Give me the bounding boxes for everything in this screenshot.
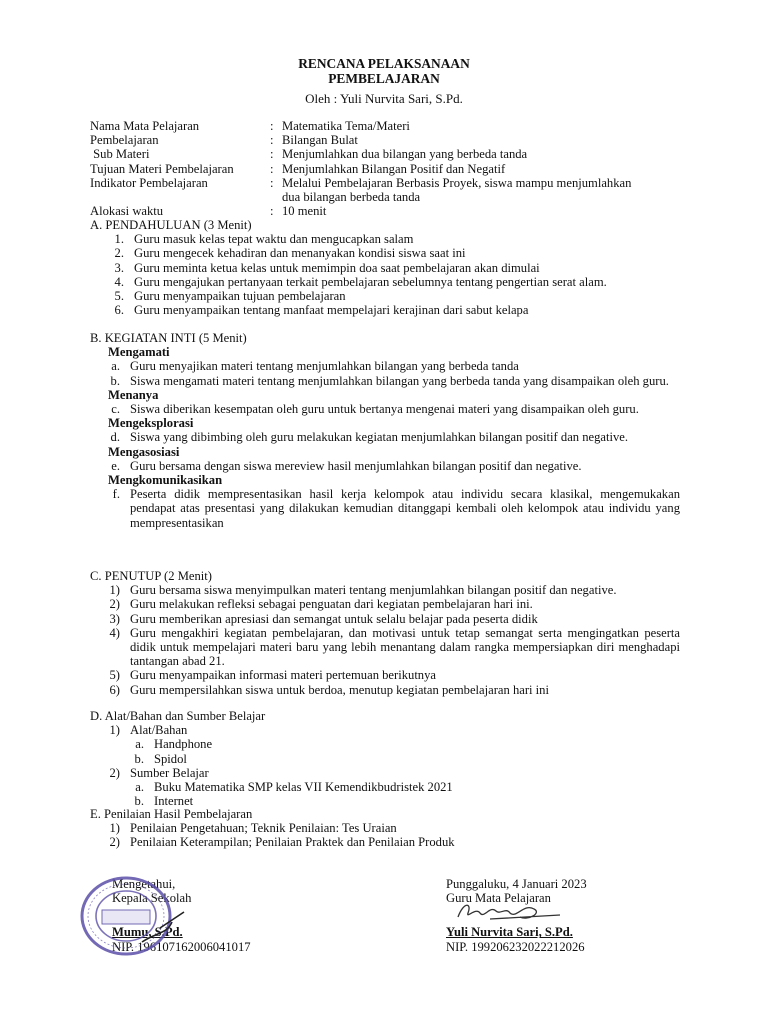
section-heading: B. KEGIATAN INTI (5 Menit)	[90, 331, 247, 345]
item-text: Siswa diberikan kesempatan oleh guru untuk bertanya mengenai materi yang disampaikan oleh guru.	[130, 402, 639, 417]
list-item	[90, 430, 680, 444]
section-e	[90, 807, 680, 850]
item-text: Handphone	[154, 737, 213, 752]
item-letter: b.	[134, 794, 144, 809]
item-text: Guru mengajukan pertanyaan terkait pembelajaran sebelumnya tentang pengertian serat alam.	[134, 274, 607, 289]
section-b	[90, 331, 680, 530]
item-text: Sumber Belajar	[130, 765, 209, 780]
item-letter: a.	[111, 359, 120, 374]
info-row	[90, 133, 650, 147]
item-number: 6)	[109, 682, 120, 697]
author-byline: Oleh : Yuli Nurvita Sari, S.Pd.	[305, 91, 463, 106]
list-item	[100, 303, 680, 317]
list-item	[90, 723, 680, 737]
item-number: 2)	[109, 597, 120, 612]
item-text: Alat/Bahan	[130, 723, 188, 738]
title-line-2: PEMBELAJARAN	[328, 71, 440, 86]
list-item	[90, 683, 680, 697]
item-number: 4)	[109, 625, 120, 640]
section-heading: C. PENUTUP (2 Menit)	[90, 569, 212, 583]
list-item	[100, 289, 680, 303]
item-number: 1.	[114, 232, 124, 247]
item-number: 4.	[114, 274, 124, 289]
info-row	[90, 176, 650, 204]
item-letter: e.	[111, 458, 120, 473]
item-number: 1)	[109, 723, 120, 738]
list-item	[100, 275, 680, 289]
info-colon: :	[270, 161, 274, 176]
item-number: 3)	[109, 611, 120, 626]
subheading-menanya: Menanya	[108, 387, 159, 402]
list-item	[90, 821, 680, 835]
info-value: 10 menit	[282, 204, 327, 219]
info-row	[90, 204, 650, 218]
sign-left-line2: Kepala Sekolah	[112, 891, 192, 906]
item-number: 2)	[109, 765, 120, 780]
list-item	[90, 835, 680, 849]
info-value: Melalui Pembelajaran Berbasis Proyek, siswa mampu menjumlahkan dua bilangan berbeda tanda	[282, 175, 632, 205]
info-key: Alokasi waktu	[90, 204, 164, 219]
info-colon: :	[270, 147, 274, 162]
title-line-1: RENCANA PELAKSANAAN	[298, 56, 470, 71]
info-key: Nama Mata Pelajaran	[90, 119, 200, 133]
list-item	[90, 752, 680, 766]
subheading-mengeksplorasi: Mengeksplorasi	[108, 416, 194, 431]
info-colon: :	[270, 119, 274, 133]
info-colon: :	[270, 175, 274, 190]
document-title	[0, 56, 768, 86]
info-colon: :	[270, 133, 274, 148]
info-row	[90, 147, 650, 161]
item-number: 2)	[109, 835, 120, 850]
sign-right-line2: Guru Mata Pelajaran	[446, 891, 551, 906]
subheading-mengasosiasi: Mengasosiasi	[108, 444, 180, 459]
list-item	[90, 668, 680, 682]
item-text: Guru mengakhiri kegiatan pembelajaran, dan motivasi untuk tetap semangat serta mengingatkan peserta didik untuk mempelajari materi baru yang lebih menantang dalam rangka mempersiapkan diri menghadapi tantangan abad 21.	[130, 625, 680, 669]
item-text: Guru menyajikan materi tentang menjumlahkan bilangan yang berbeda tanda	[130, 359, 519, 374]
list-item	[100, 232, 680, 246]
section-heading: E. Penilaian Hasil Pembelajaran	[90, 807, 253, 821]
section-a-list	[90, 232, 680, 317]
item-text: Guru menyampaikan tentang manfaat mempelajari kerajinan dari sabut kelapa	[134, 303, 529, 318]
section-c	[90, 569, 680, 697]
list-item	[90, 612, 680, 626]
info-table	[90, 119, 650, 218]
item-number: 1)	[109, 821, 120, 836]
info-value: Matematika Tema/Materi	[282, 119, 410, 133]
list-item	[90, 487, 680, 530]
item-text: Guru menyampaikan tujuan pembelajaran	[134, 289, 346, 304]
info-value: Menjumlahkan Bilangan Positif dan Negatif	[282, 161, 506, 176]
item-text: Guru masuk kelas tepat waktu dan mengucapkan salam	[134, 232, 414, 247]
info-row	[90, 119, 650, 133]
sign-left-name: Mumu, S.Pd.	[112, 925, 183, 940]
item-number: 1)	[109, 583, 120, 598]
handwritten-signature	[450, 899, 570, 925]
item-number: 3.	[114, 260, 124, 275]
info-key: Tujuan Materi Pembelajaran	[90, 161, 234, 176]
signature-right	[446, 877, 696, 954]
item-text: Siswa yang dibimbing oleh guru melakukan kegiatan menjumlahkan bilangan positif dan negative.	[130, 430, 629, 445]
info-key: Pembelajaran	[90, 133, 159, 148]
item-text: Guru bersama dengan siswa mereview hasil menjumlahkan bilangan positif dan negative.	[130, 458, 582, 473]
info-row	[90, 162, 650, 176]
item-text: Guru mengecek kehadiran dan menanyakan kondisi siswa saat ini	[134, 246, 466, 261]
list-item	[90, 359, 680, 373]
item-text: Guru bersama siswa menyimpulkan materi tentang menjumlahkan bilangan positif dan negative.	[130, 583, 617, 598]
item-text: Guru memberikan apresiasi dan semangat untuk selalu belajar pada peserta didik	[130, 611, 538, 626]
list-item	[90, 780, 680, 794]
list-item	[90, 737, 680, 751]
sign-right-name: Yuli Nurvita Sari, S.Pd.	[446, 925, 573, 940]
list-item	[100, 246, 680, 260]
list-item	[90, 583, 680, 597]
item-text: Guru menyampaikan informasi materi pertemuan berikutnya	[130, 668, 436, 683]
sign-left-line1: Mengetahui,	[112, 877, 176, 891]
sign-space	[446, 905, 696, 925]
list-item	[90, 626, 680, 669]
item-text: Guru meminta ketua kelas untuk memimpin doa saat pembelajaran akan dimulai	[134, 260, 540, 275]
school-stamp	[72, 872, 190, 962]
item-number: 2.	[114, 246, 124, 261]
subheading-mengamati: Mengamati	[108, 345, 170, 360]
item-number: 6.	[114, 303, 124, 318]
item-text: Spidol	[154, 751, 187, 766]
item-text: Peserta didik mempresentasikan hasil kerja kelompok atau individu secara klasikal, mengemukakan pendapat atas presentasi yang dilakukan kemudian ditanggapi kembali oleh kelompok atau individu yang mempresentasikan	[130, 487, 680, 530]
item-letter: c.	[111, 402, 120, 417]
list-item	[90, 766, 680, 780]
item-text: Penilaian Pengetahuan; Teknik Penilaian: Tes Uraian	[130, 821, 397, 836]
list-item	[90, 597, 680, 611]
list-item	[90, 402, 680, 416]
section-a	[90, 218, 680, 317]
info-value: Menjumlahkan dua bilangan yang berbeda tanda	[282, 147, 528, 162]
section-d	[90, 709, 680, 808]
item-text: Penilaian Keterampilan; Penilaian Praktek dan Penilaian Produk	[130, 835, 455, 850]
section-heading: A. PENDAHULUAN (3 Menit)	[90, 218, 252, 232]
item-letter: d.	[110, 430, 120, 445]
subheading-mengkomunikasikan: Mengkomunikasikan	[108, 473, 223, 488]
item-letter: b.	[110, 373, 120, 388]
item-letter: a.	[135, 737, 144, 752]
list-item	[90, 459, 680, 473]
item-letter: a.	[135, 780, 144, 795]
item-number: 5.	[114, 289, 124, 304]
item-letter: b.	[134, 751, 144, 766]
item-text: Guru mempersilahkan siswa untuk berdoa, menutup kegiatan pembelajaran hari ini	[130, 682, 549, 697]
sign-right-line1: Punggaluku, 4 Januari 2023	[446, 877, 587, 891]
item-text: Siswa mengamati materi tentang menjumlahkan bilangan yang berbeda tanda yang disampaikan oleh guru.	[130, 373, 669, 388]
list-item	[100, 261, 680, 275]
info-key: Indikator Pembelajaran	[90, 175, 208, 190]
info-value: Bilangan Bulat	[282, 133, 358, 148]
item-number: 5)	[109, 668, 120, 683]
section-heading: D. Alat/Bahan dan Sumber Belajar	[90, 709, 266, 723]
item-letter: f.	[112, 487, 120, 502]
info-key: Sub Materi	[90, 147, 150, 162]
sign-left-nip: NIP. 196107162006041017	[112, 939, 251, 954]
sign-right-nip: NIP. 199206232022212026	[446, 939, 585, 954]
item-text: Guru melakukan refleksi sebagai penguatan dari kegiatan pembelajaran hari ini.	[130, 597, 533, 612]
info-colon: :	[270, 204, 274, 219]
list-item	[90, 374, 680, 388]
item-text: Internet	[154, 794, 194, 809]
item-text: Buku Matematika SMP kelas VII Kemendikbudristek 2021	[154, 780, 453, 795]
